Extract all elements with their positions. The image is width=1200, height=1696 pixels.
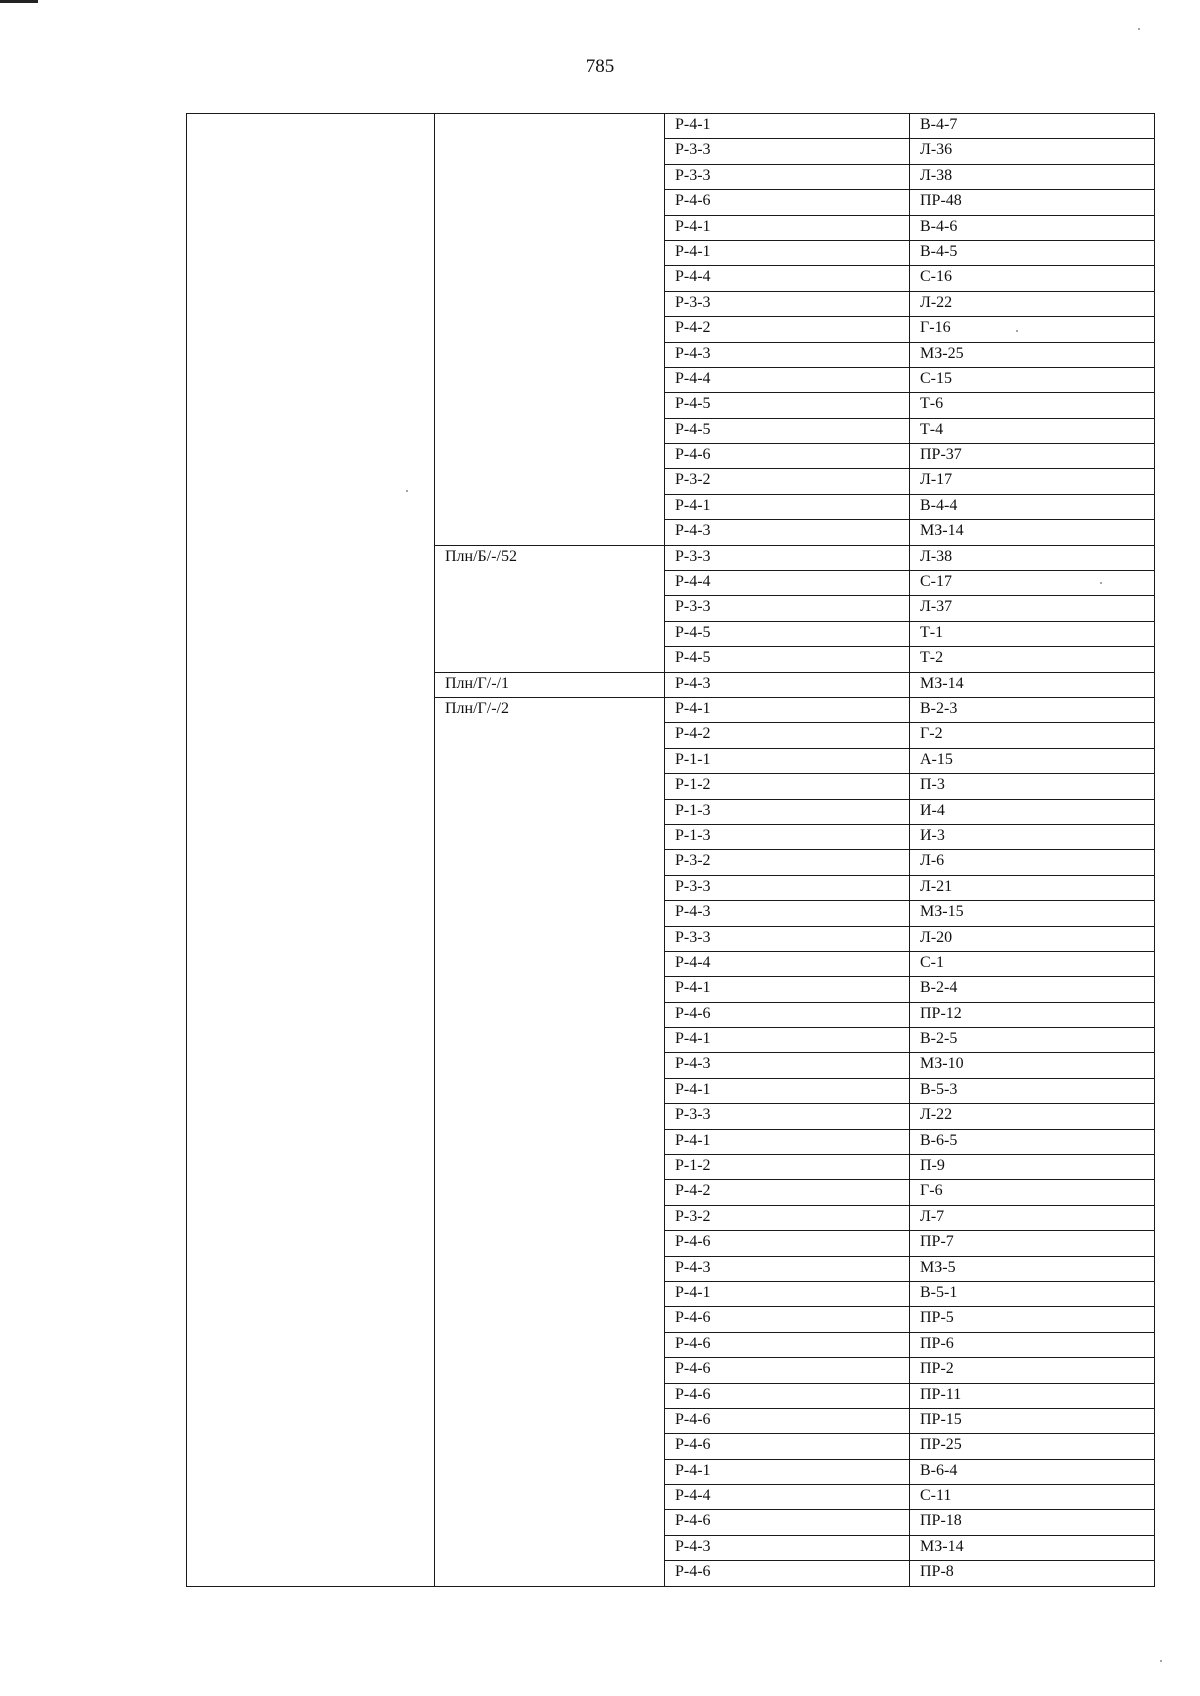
- value-cell: ПР-37: [910, 444, 1155, 469]
- scan-speck: [1138, 28, 1140, 30]
- value-cell: Л-21: [910, 875, 1155, 900]
- value-cell: Л-38: [910, 545, 1155, 570]
- code-cell: Р-4-6: [665, 1358, 910, 1383]
- code-cell: Р-1-3: [665, 824, 910, 849]
- corner-scan-mark: [0, 0, 38, 3]
- code-cell: Р-4-1: [665, 977, 910, 1002]
- code-cell: Р-4-6: [665, 1383, 910, 1408]
- code-cell: Р-4-1: [665, 1281, 910, 1306]
- value-cell: С-15: [910, 367, 1155, 392]
- group-label-cell: Плн/Б/-/52: [435, 545, 665, 672]
- value-cell: ПР-11: [910, 1383, 1155, 1408]
- code-cell: Р-4-5: [665, 647, 910, 672]
- code-cell: Р-3-3: [665, 875, 910, 900]
- code-cell: Р-4-4: [665, 266, 910, 291]
- code-cell: Р-4-1: [665, 1028, 910, 1053]
- code-cell: Р-4-2: [665, 723, 910, 748]
- value-cell: В-4-5: [910, 240, 1155, 265]
- code-cell: Р-4-1: [665, 697, 910, 722]
- value-cell: ПР-48: [910, 190, 1155, 215]
- code-cell: Р-4-6: [665, 444, 910, 469]
- code-cell: Р-4-1: [665, 114, 910, 139]
- value-cell: В-6-5: [910, 1129, 1155, 1154]
- code-cell: Р-3-3: [665, 164, 910, 189]
- empty-column-cell: [187, 114, 435, 1587]
- value-cell: В-5-1: [910, 1281, 1155, 1306]
- code-cell: Р-3-2: [665, 1205, 910, 1230]
- code-cell: Р-4-4: [665, 1485, 910, 1510]
- code-cell: Р-3-2: [665, 850, 910, 875]
- code-cell: Р-4-3: [665, 672, 910, 697]
- value-cell: МЗ-15: [910, 901, 1155, 926]
- code-cell: Р-3-3: [665, 1104, 910, 1129]
- code-cell: Р-4-2: [665, 1180, 910, 1205]
- code-cell: Р-4-6: [665, 190, 910, 215]
- value-cell: С-17: [910, 571, 1155, 596]
- code-cell: Р-4-4: [665, 367, 910, 392]
- value-cell: Т-4: [910, 418, 1155, 443]
- code-cell: Р-3-3: [665, 291, 910, 316]
- code-cell: Р-1-1: [665, 748, 910, 773]
- value-cell: Т-2: [910, 647, 1155, 672]
- value-cell: ПР-2: [910, 1358, 1155, 1383]
- group-label-cell: Плн/Г/-/1: [435, 672, 665, 697]
- table-body: [187, 114, 1155, 1587]
- value-cell: МЗ-10: [910, 1053, 1155, 1078]
- code-cell: Р-4-4: [665, 951, 910, 976]
- code-cell: Р-4-1: [665, 1129, 910, 1154]
- value-cell: Л-38: [910, 164, 1155, 189]
- value-cell: Л-6: [910, 850, 1155, 875]
- value-cell: ПР-5: [910, 1307, 1155, 1332]
- value-cell: В-4-6: [910, 215, 1155, 240]
- value-cell: П-3: [910, 774, 1155, 799]
- code-cell: Р-4-1: [665, 494, 910, 519]
- value-cell: ПР-18: [910, 1510, 1155, 1535]
- scan-speck: [406, 490, 408, 492]
- code-cell: Р-4-6: [665, 1561, 910, 1586]
- code-cell: Р-4-6: [665, 1002, 910, 1027]
- code-cell: Р-4-3: [665, 1053, 910, 1078]
- code-cell: Р-4-3: [665, 342, 910, 367]
- value-cell: МЗ-14: [910, 520, 1155, 545]
- value-cell: МЗ-14: [910, 672, 1155, 697]
- value-cell: И-4: [910, 799, 1155, 824]
- code-cell: Р-4-6: [665, 1408, 910, 1433]
- code-cell: Р-4-3: [665, 520, 910, 545]
- value-cell: МЗ-25: [910, 342, 1155, 367]
- value-cell: В-5-3: [910, 1078, 1155, 1103]
- code-cell: Р-4-1: [665, 215, 910, 240]
- value-cell: Г-6: [910, 1180, 1155, 1205]
- value-cell: П-9: [910, 1155, 1155, 1180]
- code-cell: Р-1-2: [665, 774, 910, 799]
- value-cell: С-16: [910, 266, 1155, 291]
- code-cell: Р-4-6: [665, 1307, 910, 1332]
- value-cell: В-2-3: [910, 697, 1155, 722]
- code-cell: Р-4-2: [665, 317, 910, 342]
- value-cell: Г-2: [910, 723, 1155, 748]
- value-cell: Л-36: [910, 139, 1155, 164]
- code-cell: Р-4-3: [665, 1535, 910, 1560]
- value-cell: Л-37: [910, 596, 1155, 621]
- code-cell: Р-4-3: [665, 1256, 910, 1281]
- value-cell: В-4-4: [910, 494, 1155, 519]
- value-cell: ПР-15: [910, 1408, 1155, 1433]
- value-cell: МЗ-14: [910, 1535, 1155, 1560]
- value-cell: Л-17: [910, 469, 1155, 494]
- code-cell: Р-3-3: [665, 926, 910, 951]
- code-cell: Р-4-6: [665, 1510, 910, 1535]
- value-cell: ПР-8: [910, 1561, 1155, 1586]
- group-label-cell: Плн/Г/-/2: [435, 697, 665, 1586]
- value-cell: ПР-12: [910, 1002, 1155, 1027]
- value-cell: В-2-5: [910, 1028, 1155, 1053]
- code-cell: Р-4-5: [665, 621, 910, 646]
- value-cell: Т-6: [910, 393, 1155, 418]
- value-cell: В-4-7: [910, 114, 1155, 139]
- code-cell: Р-3-3: [665, 545, 910, 570]
- code-cell: Р-4-6: [665, 1231, 910, 1256]
- value-cell: Л-22: [910, 291, 1155, 316]
- value-cell: МЗ-5: [910, 1256, 1155, 1281]
- document-table: [186, 113, 1155, 1587]
- code-cell: Р-4-5: [665, 393, 910, 418]
- code-cell: Р-4-1: [665, 240, 910, 265]
- value-cell: Л-22: [910, 1104, 1155, 1129]
- value-cell: Л-7: [910, 1205, 1155, 1230]
- code-cell: Р-4-3: [665, 901, 910, 926]
- value-cell: В-6-4: [910, 1459, 1155, 1484]
- page-number: 785: [585, 56, 615, 77]
- code-cell: Р-1-3: [665, 799, 910, 824]
- code-cell: Р-3-3: [665, 596, 910, 621]
- value-cell: Л-20: [910, 926, 1155, 951]
- value-cell: В-2-4: [910, 977, 1155, 1002]
- scan-speck: [1016, 330, 1018, 332]
- code-cell: Р-4-4: [665, 571, 910, 596]
- value-cell: С-11: [910, 1485, 1155, 1510]
- value-cell: ПР-7: [910, 1231, 1155, 1256]
- value-cell: А-15: [910, 748, 1155, 773]
- value-cell: ПР-25: [910, 1434, 1155, 1459]
- code-cell: Р-4-1: [665, 1459, 910, 1484]
- code-cell: Р-4-5: [665, 418, 910, 443]
- code-cell: Р-3-2: [665, 469, 910, 494]
- value-cell: Т-1: [910, 621, 1155, 646]
- value-cell: ПР-6: [910, 1332, 1155, 1357]
- code-cell: Р-4-1: [665, 1078, 910, 1103]
- code-cell: Р-3-3: [665, 139, 910, 164]
- scan-speck: [1100, 582, 1102, 584]
- code-cell: Р-4-6: [665, 1434, 910, 1459]
- value-cell: Г-16: [910, 317, 1155, 342]
- group-label-cell: [435, 114, 665, 546]
- table-row: [187, 114, 1155, 139]
- code-cell: Р-4-6: [665, 1332, 910, 1357]
- value-cell: И-3: [910, 824, 1155, 849]
- scan-speck: [1160, 1660, 1162, 1662]
- value-cell: С-1: [910, 951, 1155, 976]
- code-cell: Р-1-2: [665, 1155, 910, 1180]
